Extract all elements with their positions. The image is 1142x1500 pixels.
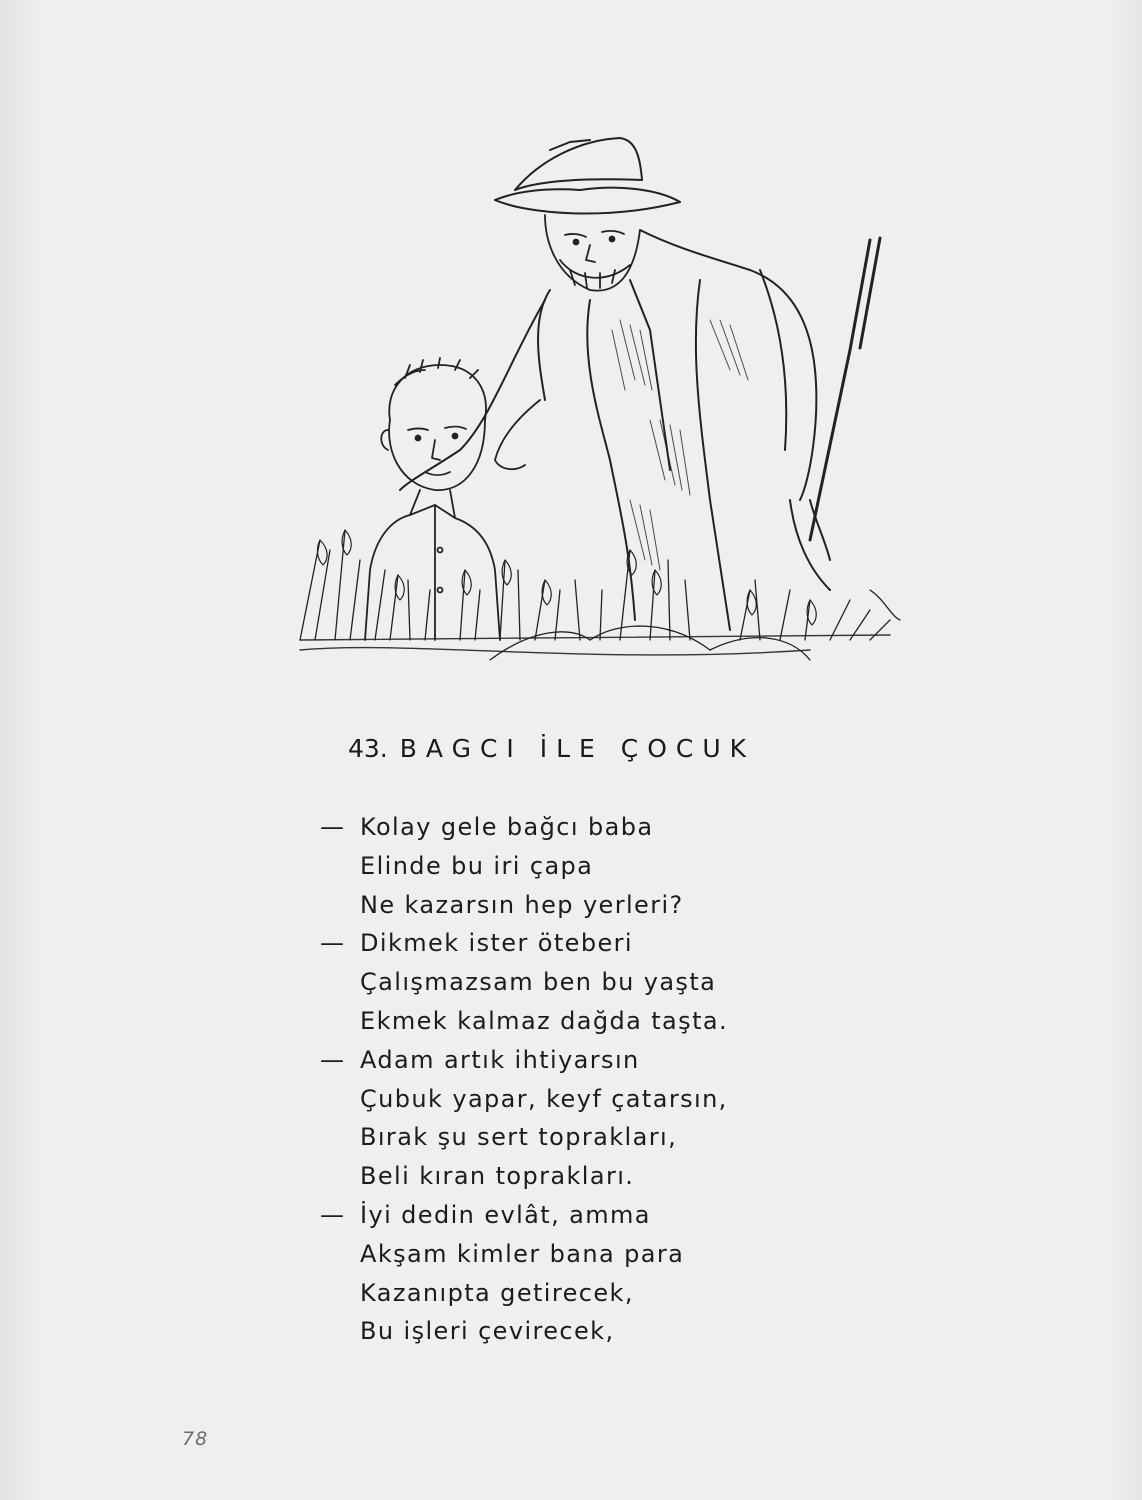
poem-line-text: Adam artık ihtiyarsın: [360, 1045, 640, 1074]
poem-line: [320, 924, 880, 963]
dialogue-dash: —: [320, 1200, 346, 1229]
poem-line-text: Bırak şu sert toprakları,: [360, 1123, 678, 1152]
poem-line: [320, 847, 880, 886]
poem-line: [320, 1157, 880, 1196]
poem-line: [320, 1196, 880, 1235]
poem-line: [320, 1080, 880, 1119]
poem-line-text: İyi dedin evlât, amma: [360, 1200, 651, 1229]
poem-line: [320, 1312, 880, 1351]
poem-line-text: Bu işleri çevirecek,: [360, 1317, 615, 1346]
old-farmer-and-boy-in-wheat-field-illustration: [290, 120, 910, 690]
poem-line: [320, 886, 880, 925]
poem-line-text: Kolay gele bağcı baba: [360, 813, 654, 841]
poem-line-text: Çalışmazsam ben bu yaşta: [360, 968, 717, 997]
poem-line: [320, 808, 880, 847]
lesson-number: 43.: [348, 734, 388, 763]
poem-line-text: Beli kıran toprakları.: [360, 1162, 635, 1191]
poem-line: [320, 1118, 880, 1157]
poem-line: [320, 1002, 880, 1041]
poem-line-text: Akşam kimler bana para: [360, 1239, 685, 1268]
poem-line-text: Çubuk yapar, keyf çatarsın,: [360, 1084, 728, 1113]
poem-line-text: Elinde bu iri çapa: [360, 851, 594, 880]
dialogue-dash: —: [320, 929, 346, 958]
poem-line-text: Kazanıpta getirecek,: [360, 1278, 634, 1307]
poem-line: [320, 963, 880, 1002]
poem-line-text: Ekmek kalmaz dağda taşta.: [360, 1006, 729, 1035]
poem-line: [320, 1274, 880, 1313]
poem-line-text: Dikmek ister öteberi: [360, 929, 633, 958]
dialogue-dash: —: [320, 1045, 346, 1074]
poem-line: [320, 1235, 880, 1274]
lesson-title: BAGCI İLE ÇOCUK: [399, 734, 756, 763]
page-number: 78: [182, 1428, 209, 1450]
lesson-heading: [348, 734, 755, 763]
poem-line: [320, 1041, 880, 1080]
dialogue-dash: —: [320, 813, 346, 841]
poem: [320, 808, 880, 1351]
poem-line-text: Ne kazarsın hep yerleri?: [360, 890, 684, 919]
